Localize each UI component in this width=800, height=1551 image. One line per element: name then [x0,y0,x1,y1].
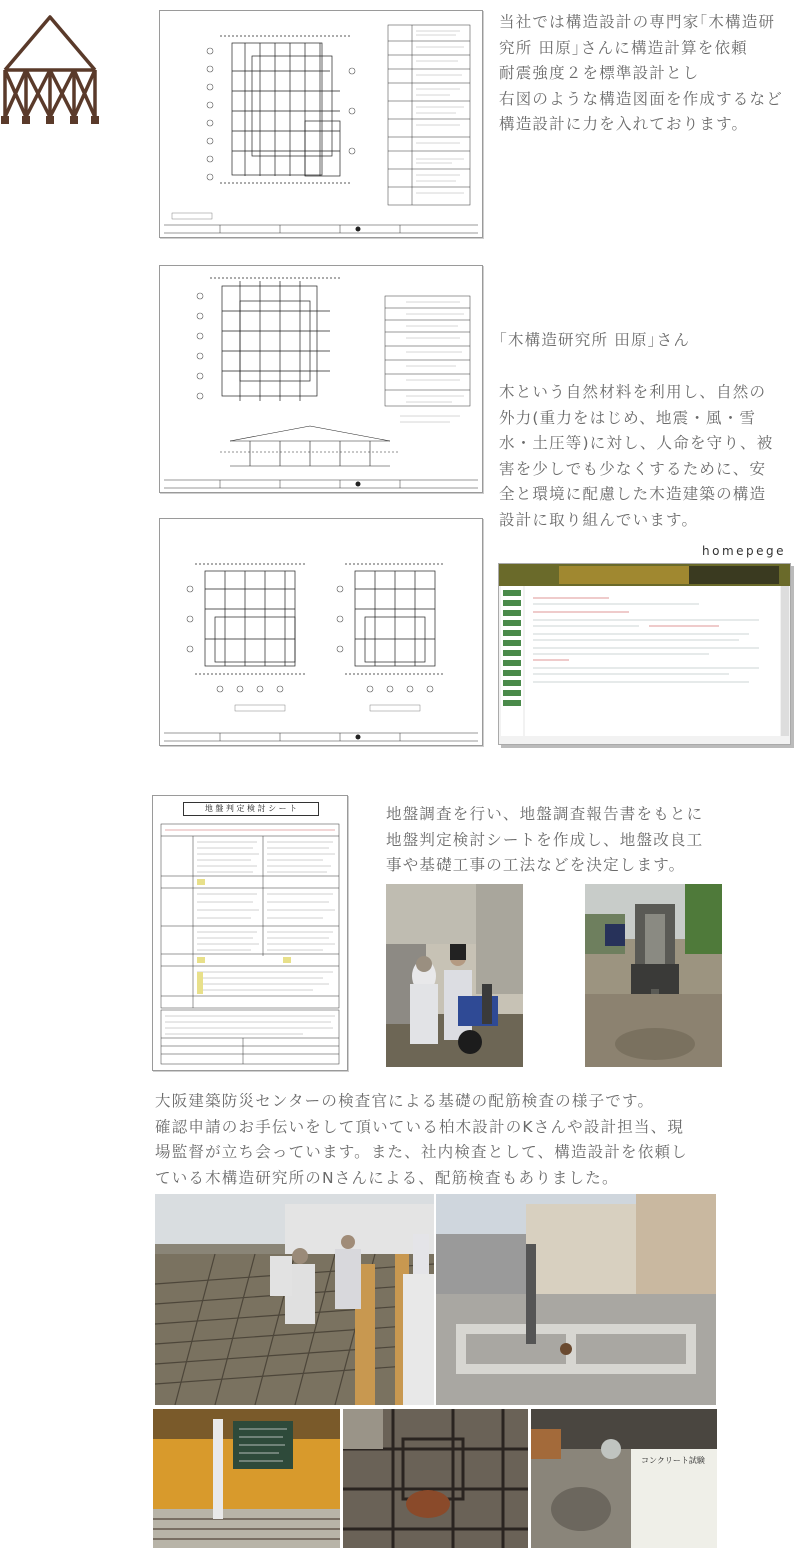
intro-line: 耐震強度２を標準設計とし [499,64,700,82]
rebar-closeup-photo [343,1409,528,1548]
soil-text [386,802,796,879]
partner-line: 設計に取り組んでいます。 [499,510,699,529]
inspection-line: 大阪建築防災センターの検査官による基礎の配筋検査の様子です。 [155,1092,655,1110]
rebar-inspection-photo-1 [155,1194,434,1405]
partner-line: 全と環境に配慮した木造建築の構造 [499,485,767,503]
soil-survey-photo-2 [585,884,722,1067]
soil-line: 地盤調査を行い、地盤調査報告書をもとに [386,805,704,823]
rebar-board-photo [153,1409,340,1548]
partner-line: 外力(重力をはじめ、地震・風・雪 [499,408,757,427]
soil-line: 地盤判定検討シートを作成し、地盤改良工 [386,830,704,849]
intro-line: 究所 田原｣さんに構造計算を依頼 [499,38,748,57]
soil-survey-photo-1 [386,884,523,1067]
house-frame-icon [0,12,100,124]
concrete-test-board-title: コンクリート試験 [641,1456,705,1465]
inspection-line: 確認申請のお手伝いをして頂いている柏木設計のKさんや設計担当、現 [155,1117,685,1136]
intro-line: 当社では構造設計の専門家｢木構造研 [499,13,776,31]
structural-drawing-3 [159,518,483,746]
concrete-test-photo [531,1409,717,1548]
inspection-line: ている木構造研究所のNさんによる、配筋検査もありました。 [155,1168,619,1187]
intro-text [499,10,799,138]
inspection-line: 場監督が立ち会っています。また、社内検査として、構造設計を依頼し [155,1143,688,1161]
partner-name: ｢木構造研究所 田原｣さん [499,331,691,349]
partner-line: 害を少しでも少なくするために、安 [499,459,767,478]
intro-line: 右図のような構造図面を作成するなど [499,89,783,108]
soil-sheet-title: 地 盤 判 定 検 討 シ ー ト [183,802,319,816]
soil-judgment-sheet [152,795,348,1071]
structural-drawing-1 [159,10,483,238]
homepage-label: homepege [702,544,787,558]
soil-line: 事や基礎工事の工法などを決定します。 [386,856,686,874]
structural-drawing-2 [159,265,483,493]
company-logo [0,12,100,124]
foundation-photo [436,1194,716,1405]
partner-line: 木という自然材料を利用し、自然の [499,383,767,401]
inspection-text [155,1089,795,1191]
partner-description [499,380,799,533]
partner-line: 水・土圧等)に対し、人命を守り、被 [499,434,774,452]
intro-line: 構造設計に力を入れております。 [499,115,749,133]
homepage-screenshot[interactable] [498,563,791,745]
